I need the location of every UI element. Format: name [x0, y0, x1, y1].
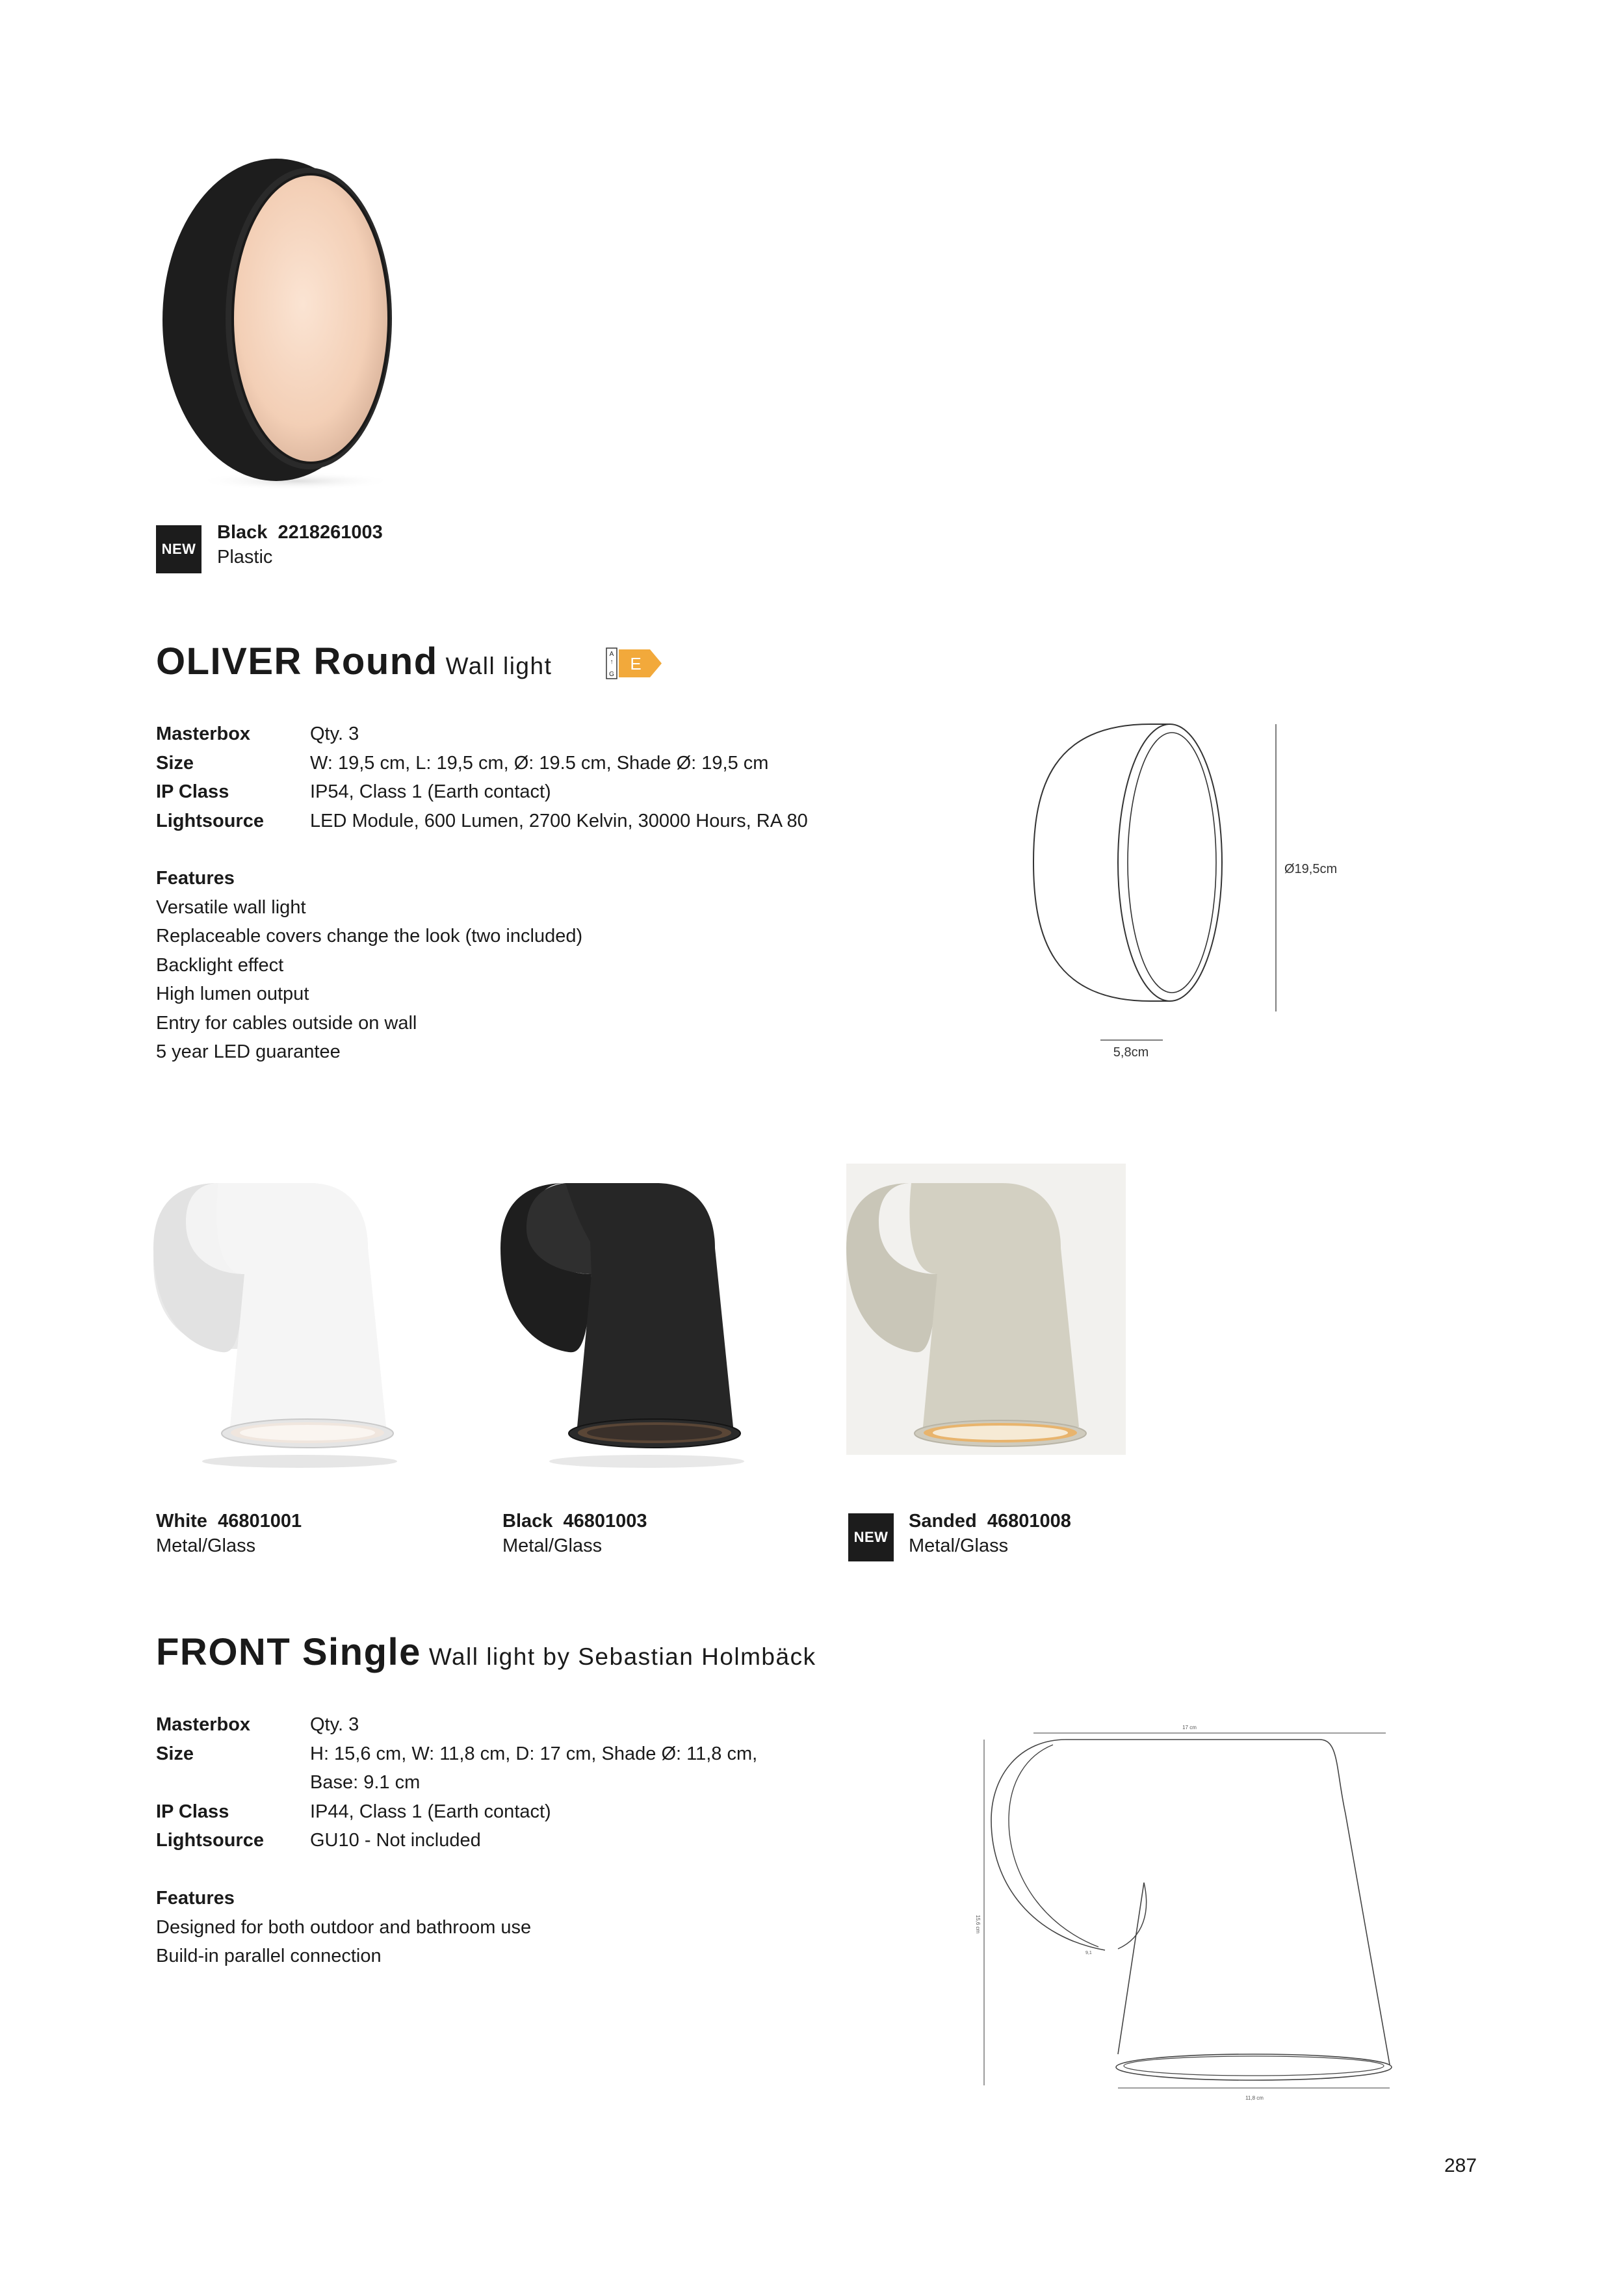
- variant-color: Black: [217, 522, 268, 543]
- feature-item: Replaceable covers change the look (two included): [156, 926, 583, 946]
- diameter-label: Ø19,5cm: [1284, 862, 1338, 876]
- depth-label: 5,8cm: [1113, 1045, 1149, 1060]
- variant-color: Sanded: [909, 1511, 977, 1532]
- oliver-features: [156, 864, 582, 1067]
- variant-color: Black: [502, 1511, 553, 1532]
- spec-row-size: [156, 749, 808, 778]
- variant-code: 2218261003: [278, 522, 383, 543]
- front-variant-sanded: [909, 1509, 1071, 1558]
- new-badge: NEW: [156, 525, 201, 573]
- feature-item: Entry for cables outside on wall: [156, 1012, 417, 1034]
- spec-row-masterbox: [156, 1710, 757, 1740]
- spec-row-size-cont: [156, 1768, 757, 1797]
- variant-code: 46801008: [987, 1511, 1071, 1532]
- variant-color-code: [217, 520, 383, 545]
- variant-material: Plastic: [217, 547, 273, 567]
- spec-value: IP44, Class 1 (Earth contact): [310, 1801, 551, 1822]
- new-badge: NEW: [848, 1513, 894, 1561]
- shade-label: 11,8 cm: [1245, 2095, 1264, 2101]
- feature-item: High lumen output: [156, 984, 309, 1004]
- front-technical-drawing: [955, 1716, 1410, 2119]
- spec-key: Size: [156, 1743, 194, 1764]
- product-subtitle: Wall light by Sebastian Holmbäck: [428, 1643, 816, 1670]
- energy-label-icon: [606, 647, 664, 680]
- spec-key: IP Class: [156, 1801, 229, 1822]
- front-black-photo: [500, 1183, 786, 1469]
- spec-row-lightsource: [156, 807, 808, 836]
- oliver-product-photo: [156, 143, 429, 494]
- spec-value: Qty. 3: [310, 1714, 359, 1735]
- variant-material: Metal/Glass: [502, 1535, 603, 1556]
- feature-item: 5 year LED guarantee: [156, 1041, 341, 1062]
- front-specs: [156, 1710, 757, 1855]
- spec-key: Size: [156, 752, 194, 774]
- oliver-variant: [217, 520, 383, 569]
- spec-value: Base: 9.1 cm: [310, 1772, 421, 1793]
- spec-key: Masterbox: [156, 724, 251, 744]
- oliver-technical-drawing: [1014, 715, 1352, 1066]
- spec-row-lightsource: [156, 1826, 757, 1855]
- energy-class: E: [630, 654, 642, 673]
- spec-row-ip-class: [156, 777, 808, 807]
- svg-text:↑: ↑: [610, 659, 614, 666]
- front-features: [156, 1884, 531, 1971]
- spec-row-size: [156, 1740, 757, 1769]
- variant-code: 46801001: [218, 1511, 302, 1532]
- feature-item: Backlight effect: [156, 954, 284, 976]
- product-name: OLIVER Round: [156, 640, 438, 683]
- spec-key: [156, 1768, 310, 1797]
- spec-row-masterbox: [156, 720, 808, 749]
- width-label: 17 cm: [1182, 1725, 1197, 1730]
- feature-item: Versatile wall light: [156, 896, 306, 918]
- front-white-photo: [153, 1183, 439, 1469]
- energy-scale-bottom: G: [609, 671, 614, 678]
- variant-material: Metal/Glass: [909, 1535, 1009, 1556]
- energy-scale-top: A: [609, 651, 614, 658]
- feature-item: Designed for both outdoor and bathroom use: [156, 1916, 532, 1938]
- product-name: FRONT Single: [156, 1631, 421, 1673]
- variant-color: White: [156, 1511, 207, 1532]
- spec-key: Masterbox: [156, 1714, 251, 1735]
- variant-code: 46801003: [563, 1511, 647, 1532]
- spec-row-ip-class: [156, 1797, 757, 1827]
- spec-key: Lightsource: [156, 810, 264, 831]
- product-subtitle: Wall light: [445, 653, 552, 679]
- spec-value: H: 15,6 cm, W: 11,8 cm, D: 17 cm, Shade Ø: 11,8 cm,: [310, 1743, 758, 1764]
- spec-value: GU10 - Not included: [310, 1830, 481, 1851]
- features-heading: Features: [156, 1888, 235, 1909]
- front-sanded-photo: [846, 1183, 1126, 1456]
- oliver-title: [156, 640, 552, 683]
- base-label: 9,1: [1085, 1951, 1092, 1955]
- spec-key: IP Class: [156, 781, 229, 802]
- spec-value: W: 19,5 cm, L: 19,5 cm, Ø: 19.5 cm, Shade Ø: 19,5 cm: [310, 752, 769, 774]
- variant-color-code: [156, 1509, 302, 1533]
- feature-item: Build-in parallel connection: [156, 1946, 382, 1966]
- spec-key: Lightsource: [156, 1830, 264, 1851]
- height-label: 15,6 cm: [975, 1914, 981, 1934]
- front-variant-white: [156, 1509, 302, 1558]
- oliver-specs: [156, 720, 808, 835]
- features-heading: Features: [156, 868, 235, 889]
- variant-color-code: [502, 1509, 647, 1533]
- spec-value: Qty. 3: [310, 724, 359, 744]
- variant-color-code: [909, 1509, 1071, 1533]
- front-variant-black: [502, 1509, 647, 1558]
- spec-value: IP54, Class 1 (Earth contact): [310, 781, 551, 802]
- variant-material: Metal/Glass: [156, 1535, 256, 1556]
- page-number: 287: [1444, 2155, 1477, 2176]
- spec-value: LED Module, 600 Lumen, 2700 Kelvin, 30000 Hours, RA 80: [310, 810, 808, 831]
- front-title: [156, 1630, 816, 1674]
